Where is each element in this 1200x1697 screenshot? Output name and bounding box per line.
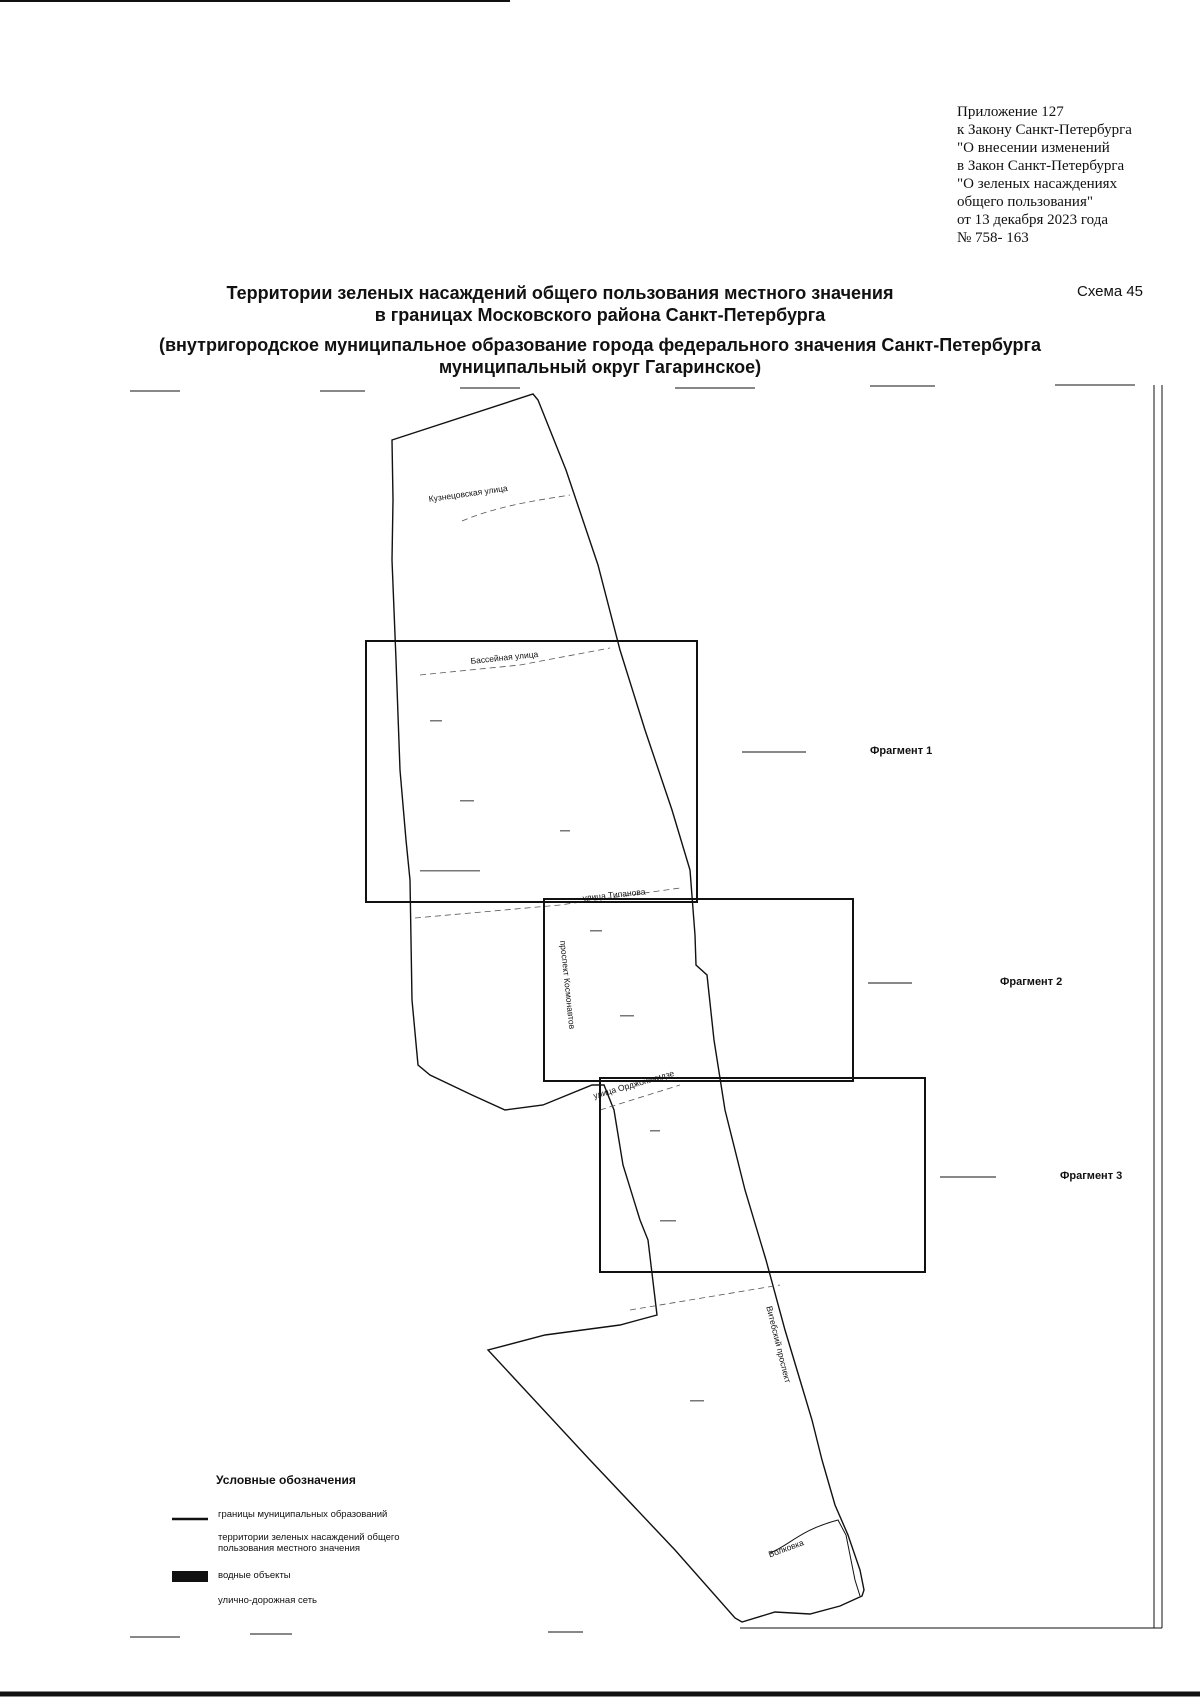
- appendix-line: от 13 декабря 2023 года: [957, 212, 1109, 228]
- street-label-volkovka: Волковка: [767, 1537, 806, 1560]
- map-frame: [0, 1, 1162, 1628]
- legend-item-green-areas: территории зеленых насаждений общего пользования местного значения: [218, 1532, 400, 1554]
- title-line-1: Территории зеленых насаждений общего пользования местного значения: [226, 283, 894, 303]
- legend-item-roads: улично-дорожная сеть: [218, 1595, 318, 1606]
- street-label-basseynaya: Бассейная улица: [470, 648, 539, 666]
- legend-item-boundaries: границы муниципальных образований: [218, 1509, 388, 1520]
- fragment-1-frame: [366, 641, 697, 902]
- legend-fill-swatch: [172, 1571, 208, 1582]
- appendix-line: общего пользования": [957, 194, 1093, 210]
- municipal-boundary: [392, 394, 864, 1622]
- map-faint-marks: [420, 720, 704, 1402]
- appendix-line: к Закону Санкт-Петербурга: [957, 122, 1132, 138]
- street-label-kosmonavtov: проспект Космонавтов: [558, 940, 578, 1030]
- appendix-line: "О внесении изменений: [957, 140, 1110, 156]
- fragment-2-frame: [544, 899, 853, 1081]
- fragment-leaders: [742, 752, 996, 1177]
- street-label-kuznetsovskaya: Кузнецовская улица: [428, 482, 509, 504]
- title-line-2: в границах Московского района Санкт-Петербурга: [374, 305, 826, 325]
- legend-title: Условные обозначения: [216, 1473, 356, 1487]
- street-label-vitebsky: Витебский проспект: [764, 1305, 794, 1384]
- schema-label: Схема 45: [1077, 283, 1144, 300]
- bottom-marks: [0, 1632, 1200, 1694]
- fragment-3-label: Фрагмент 3: [1060, 1170, 1123, 1182]
- fragment-2-label: Фрагмент 2: [1000, 976, 1063, 988]
- street-label-ordzhonikidze: улица Орджоникидзе: [592, 1067, 676, 1101]
- legend-item-water: водные объекты: [218, 1570, 291, 1581]
- appendix-line: Приложение 127: [957, 104, 1064, 120]
- appendix-line: № 758- 163: [957, 230, 1029, 246]
- street-label-tipanova: улица Типанова: [582, 886, 646, 903]
- appendix-line: в Закон Санкт-Петербурга: [957, 158, 1125, 174]
- subtitle-line-2: муниципальный округ Гагаринское): [438, 357, 762, 377]
- subtitle-line-1: (внутригородское муниципальное образование города федерального значения Санкт-Петербурга: [159, 335, 1041, 355]
- appendix-line: "О зеленых насаждениях: [957, 176, 1118, 192]
- fragment-1-label: Фрагмент 1: [870, 745, 933, 757]
